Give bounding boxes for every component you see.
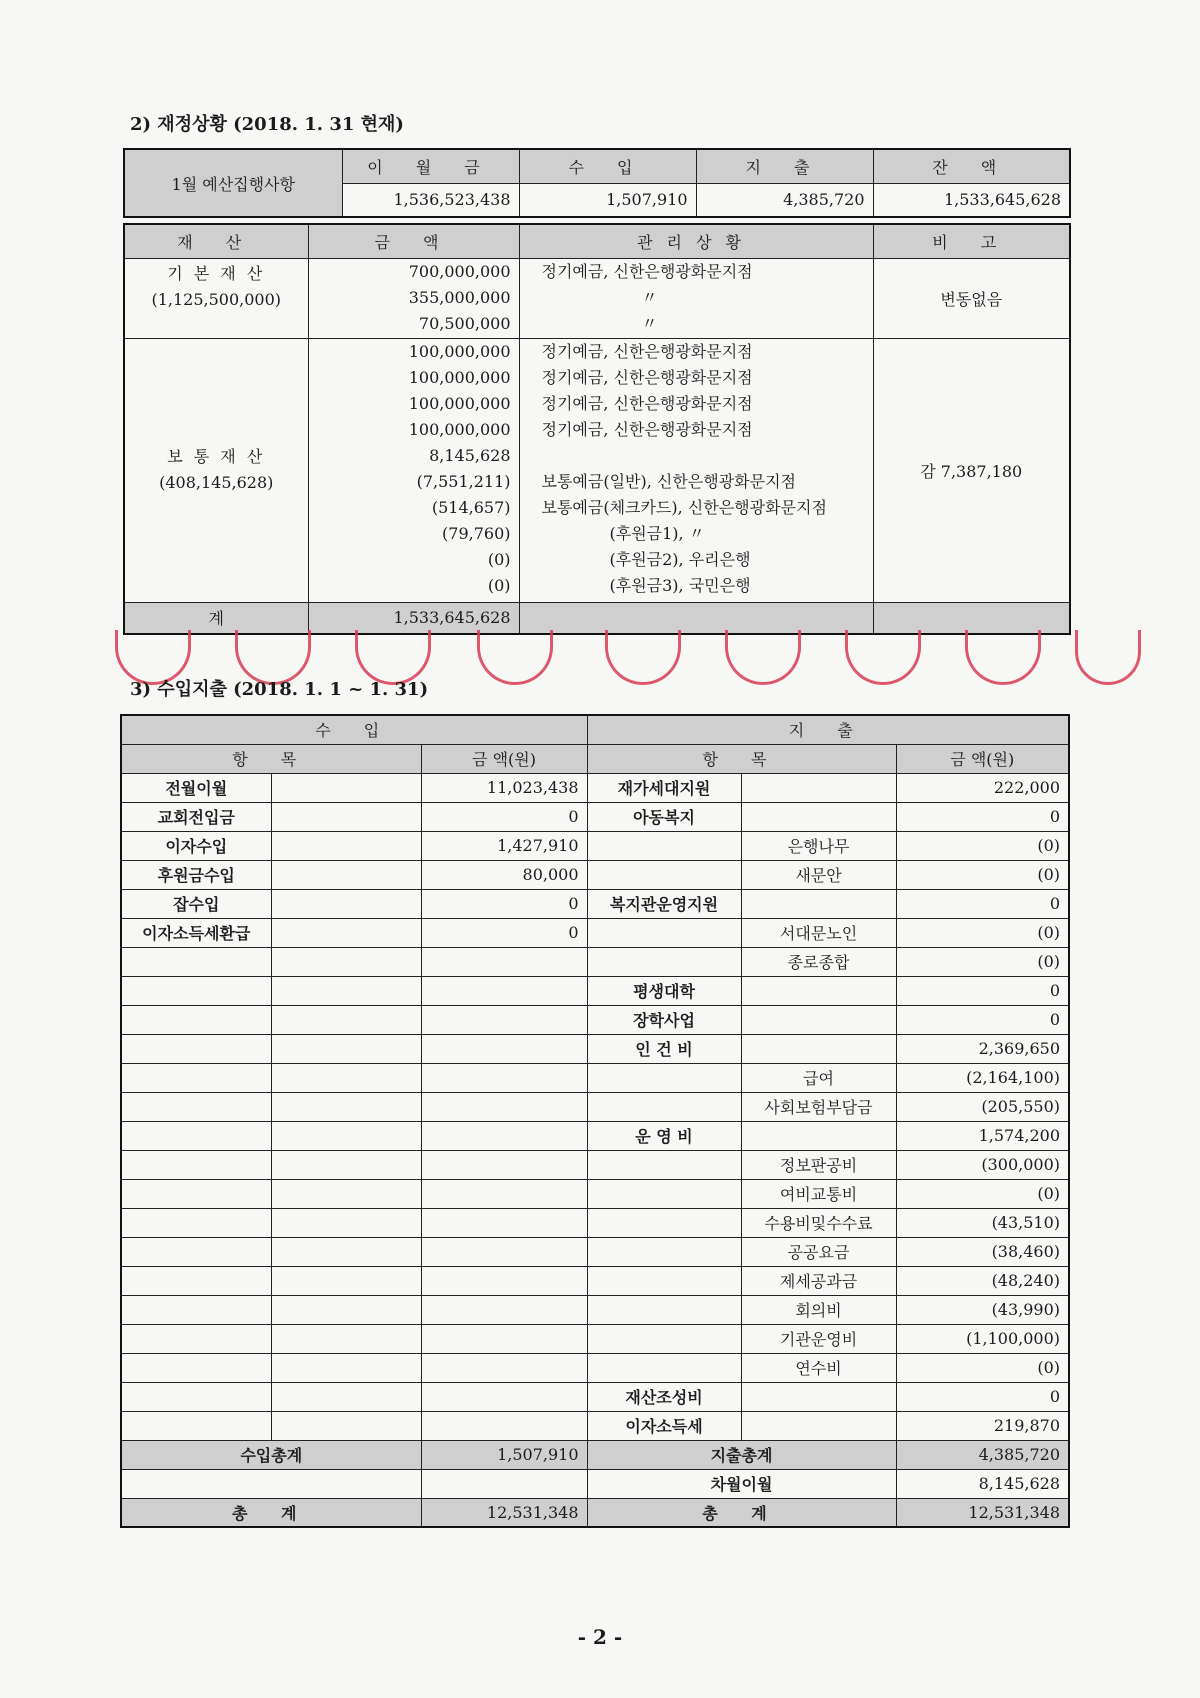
expense-subitem: 정보판공비 <box>741 1150 896 1179</box>
income-header: 수 입 <box>121 715 587 744</box>
mgmt-line: (후원금1), 〃 <box>609 523 705 543</box>
income-amount-header: 금 액(원) <box>421 744 587 773</box>
expense-subitem: 종로종합 <box>741 947 896 976</box>
table-row <box>121 976 1069 1005</box>
expense-item: 복지관운영지원 <box>587 889 741 918</box>
expense-item <box>587 1208 741 1237</box>
income-amount: 0 <box>421 802 587 831</box>
expense-amount: (0) <box>896 918 1069 947</box>
amount-line: 100,000,000 <box>408 341 511 361</box>
expense-item <box>587 831 741 860</box>
income-subitem <box>271 773 421 802</box>
expense-amount: (43,990) <box>896 1295 1069 1324</box>
income-subitem <box>271 1353 421 1382</box>
budget-header: 잔 액 <box>873 149 1070 183</box>
mgmt-line: 정기예금, 신한은행광화문지점 <box>541 419 753 439</box>
income-amount: 11,023,438 <box>421 773 587 802</box>
amount-line: (79,760) <box>442 523 511 543</box>
seal-stamp <box>725 630 801 685</box>
income-amount <box>421 1150 587 1179</box>
expense-item: 아동복지 <box>587 802 741 831</box>
income-subitem <box>271 802 421 831</box>
income-item <box>121 1353 271 1382</box>
expense-item <box>587 1092 741 1121</box>
expense-item: 운 영 비 <box>587 1121 741 1150</box>
income-item <box>121 1121 271 1150</box>
expense-item: 인 건 비 <box>587 1034 741 1063</box>
ordinary-asset-label: 보 통 재 산 <box>167 447 266 466</box>
basic-asset-amounts <box>308 258 519 338</box>
income-amount <box>421 1266 587 1295</box>
expense-item <box>587 1150 741 1179</box>
expense-amount: (0) <box>896 831 1069 860</box>
expense-amount-header: 금 액(원) <box>896 744 1069 773</box>
table-row <box>121 1237 1069 1266</box>
expense-item <box>587 1266 741 1295</box>
income-amount <box>421 1005 587 1034</box>
seal-stamp <box>1075 630 1141 685</box>
income-item: 교회전입금 <box>121 802 271 831</box>
income-subitem <box>271 1150 421 1179</box>
basic-asset-label: 기 본 재 산 <box>167 263 266 283</box>
carryover-value: 8,145,628 <box>896 1469 1069 1498</box>
expense-amount: (43,510) <box>896 1208 1069 1237</box>
amount-line: 70,500,000 <box>418 313 511 333</box>
amount-line: (0) <box>487 549 511 569</box>
mgmt-line: 보통예금(일반), 신한은행광화문지점 <box>541 471 796 491</box>
expense-item <box>587 1063 741 1092</box>
expense-amount: 1,574,200 <box>896 1121 1069 1150</box>
ordinary-asset-amounts <box>308 338 519 602</box>
income-item <box>121 1179 271 1208</box>
income-amount <box>421 947 587 976</box>
table-row <box>121 1092 1069 1121</box>
amount-line: 700,000,000 <box>408 261 511 281</box>
grand-total-label: 총 계 <box>121 1498 421 1527</box>
expense-subitem: 연수비 <box>741 1353 896 1382</box>
income-amount: 1,427,910 <box>421 831 587 860</box>
expense-item: 재가세대지원 <box>587 773 741 802</box>
table-row <box>121 1063 1069 1092</box>
expense-subitem: 제세공과금 <box>741 1266 896 1295</box>
income-subitem <box>271 1266 421 1295</box>
expense-subitem: 기관운영비 <box>741 1324 896 1353</box>
amount-line: 100,000,000 <box>408 393 511 413</box>
expense-item <box>587 1179 741 1208</box>
table-row <box>121 1208 1069 1237</box>
income-amount <box>421 1179 587 1208</box>
income-amount <box>421 1295 587 1324</box>
income-amount <box>421 1121 587 1150</box>
income-item <box>121 1208 271 1237</box>
income-item <box>121 1005 271 1034</box>
expense-subitem: 수용비및수수료 <box>741 1208 896 1237</box>
income-amount <box>421 976 587 1005</box>
asset-total-value: 1,533,645,628 <box>308 602 519 634</box>
asset-total-label: 계 <box>124 602 308 634</box>
table-row <box>121 889 1069 918</box>
income-subitem <box>271 918 421 947</box>
expense-subitem: 새문안 <box>741 860 896 889</box>
mgmt-line: (후원금2), 우리은행 <box>609 549 751 569</box>
table-row <box>121 918 1069 947</box>
grand-total-expense: 12,531,348 <box>896 1498 1069 1527</box>
expense-subitem <box>741 1034 896 1063</box>
mgmt-line: 정기예금, 신한은행광화문지점 <box>541 341 753 361</box>
asset-header: 재 산 <box>124 224 308 258</box>
income-item <box>121 1034 271 1063</box>
grand-total-income: 12,531,348 <box>421 1498 587 1527</box>
expense-subitem <box>741 773 896 802</box>
income-amount <box>421 1092 587 1121</box>
budget-row-label: 1월 예산집행사항 <box>124 149 342 217</box>
amount-line: 355,000,000 <box>408 287 511 307</box>
mgmt-line: 정기예금, 신한은행광화문지점 <box>541 367 753 387</box>
expense-amount: (0) <box>896 860 1069 889</box>
expense-subitem: 사회보험부담금 <box>741 1092 896 1121</box>
income-item-header: 항 목 <box>121 744 421 773</box>
seal-stamp <box>845 630 921 685</box>
income-subitem <box>271 976 421 1005</box>
expense-item: 장학사업 <box>587 1005 741 1034</box>
income-item <box>121 1237 271 1266</box>
table-row <box>121 1382 1069 1411</box>
amount-line: 100,000,000 <box>408 367 511 387</box>
expense-item-header: 항 목 <box>587 744 896 773</box>
carryover-empty <box>121 1469 421 1498</box>
expense-subitem <box>741 1121 896 1150</box>
income-subitem <box>271 947 421 976</box>
income-item <box>121 976 271 1005</box>
income-item <box>121 1266 271 1295</box>
income-subitem <box>271 1411 421 1440</box>
asset-header: 관리상황 <box>519 224 873 258</box>
ordinary-asset-mgmt <box>519 338 873 602</box>
table-row <box>121 1295 1069 1324</box>
expense-item <box>587 1324 741 1353</box>
expense-amount: 2,369,650 <box>896 1034 1069 1063</box>
expense-item: 이자소득세 <box>587 1411 741 1440</box>
income-subitem <box>271 1063 421 1092</box>
basic-asset-note: 변동없음 <box>873 258 1070 338</box>
income-subitem <box>271 1121 421 1150</box>
income-subitem <box>271 1092 421 1121</box>
income-item: 후원금수입 <box>121 860 271 889</box>
income-expense-body <box>121 773 1069 1440</box>
expense-amount: 0 <box>896 1382 1069 1411</box>
expense-amount: 222,000 <box>896 773 1069 802</box>
income-amount <box>421 1237 587 1266</box>
expense-amount: 0 <box>896 889 1069 918</box>
section2-title: 2) 재정상황 (2018. 1. 31 현재) <box>130 114 404 135</box>
table-row <box>121 1179 1069 1208</box>
mgmt-line: 보통예금(체크카드), 신한은행광화문지점 <box>541 497 827 517</box>
expense-subitem: 회의비 <box>741 1295 896 1324</box>
budget-table <box>123 148 1071 218</box>
amount-line: (514,657) <box>431 497 511 517</box>
income-subitem <box>271 831 421 860</box>
expense-header: 지 출 <box>587 715 1069 744</box>
budget-header: 이 월 금 <box>342 149 519 183</box>
budget-value: 1,533,645,628 <box>873 183 1070 217</box>
seal-stamp <box>477 630 553 685</box>
budget-value: 4,385,720 <box>696 183 873 217</box>
expense-amount: (300,000) <box>896 1150 1069 1179</box>
expense-total-label: 지출총계 <box>587 1440 896 1469</box>
expense-amount: (48,240) <box>896 1266 1069 1295</box>
income-amount <box>421 1208 587 1237</box>
budget-header: 수 입 <box>519 149 696 183</box>
expense-item: 평생대학 <box>587 976 741 1005</box>
page-number: - 2 - <box>577 1625 623 1649</box>
income-subitem <box>271 1208 421 1237</box>
income-item <box>121 1092 271 1121</box>
expense-subitem <box>741 889 896 918</box>
expense-amount: 219,870 <box>896 1411 1069 1440</box>
expense-item <box>587 947 741 976</box>
income-subitem <box>271 1237 421 1266</box>
table-row <box>121 1324 1069 1353</box>
budget-value: 1,536,523,438 <box>342 183 519 217</box>
income-subitem <box>271 1034 421 1063</box>
expense-subitem: 공공요금 <box>741 1237 896 1266</box>
table-row <box>121 1150 1069 1179</box>
table-row <box>121 773 1069 802</box>
income-subitem <box>271 1005 421 1034</box>
expense-subitem <box>741 1005 896 1034</box>
income-amount: 0 <box>421 889 587 918</box>
ordinary-asset-note: 감 7,387,180 <box>873 338 1070 602</box>
income-amount <box>421 1034 587 1063</box>
seal-stamp <box>605 630 681 685</box>
table-row <box>121 1121 1069 1150</box>
ordinary-asset-total: (408,145,628) <box>159 473 274 492</box>
expense-item <box>587 1295 741 1324</box>
expense-total-value: 4,385,720 <box>896 1440 1069 1469</box>
amount-line: 100,000,000 <box>408 419 511 439</box>
income-item <box>121 1324 271 1353</box>
basic-asset-total: (1,125,500,000) <box>151 289 282 309</box>
expense-subitem: 여비교통비 <box>741 1179 896 1208</box>
amount-line: 8,145,628 <box>429 445 511 465</box>
income-amount <box>421 1353 587 1382</box>
income-amount <box>421 1063 587 1092</box>
expense-item: 재산조성비 <box>587 1382 741 1411</box>
table-row <box>121 860 1069 889</box>
income-amount <box>421 1324 587 1353</box>
income-item <box>121 1411 271 1440</box>
expense-item <box>587 1237 741 1266</box>
table-row <box>121 1034 1069 1063</box>
mgmt-line: 정기예금, 신한은행광화문지점 <box>541 393 753 413</box>
expense-item <box>587 1353 741 1382</box>
income-item <box>121 947 271 976</box>
mgmt-line: 〃 <box>641 287 658 307</box>
income-item: 이자수입 <box>121 831 271 860</box>
income-total-value: 1,507,910 <box>421 1440 587 1469</box>
section3-title: 3) 수입지출 (2018. 1. 1 ~ 1. 31) <box>130 679 429 700</box>
grand-total-label: 총 계 <box>587 1498 896 1527</box>
ordinary-asset-cell <box>124 338 308 602</box>
income-subitem <box>271 1324 421 1353</box>
table-row <box>121 1005 1069 1034</box>
income-subitem <box>271 889 421 918</box>
income-subitem <box>271 860 421 889</box>
income-item <box>121 1382 271 1411</box>
expense-amount: (205,550) <box>896 1092 1069 1121</box>
table-row <box>121 1353 1069 1382</box>
expense-amount: 0 <box>896 802 1069 831</box>
mgmt-line: 〃 <box>641 313 658 333</box>
mgmt-line: 정기예금, 신한은행광화문지점 <box>541 261 753 281</box>
budget-header: 지 출 <box>696 149 873 183</box>
expense-subitem: 은행나무 <box>741 831 896 860</box>
seal-stamp <box>965 630 1041 685</box>
mgmt-line <box>542 443 865 469</box>
income-item: 잡수입 <box>121 889 271 918</box>
income-item: 이자소득세환급 <box>121 918 271 947</box>
expense-subitem: 급여 <box>741 1063 896 1092</box>
basic-asset-cell <box>124 258 308 338</box>
income-subitem <box>271 1295 421 1324</box>
asset-header: 금 액 <box>308 224 519 258</box>
expense-subitem <box>741 1411 896 1440</box>
income-item <box>121 1150 271 1179</box>
expense-amount: (0) <box>896 947 1069 976</box>
expense-subitem: 서대문노인 <box>741 918 896 947</box>
income-item: 전월이월 <box>121 773 271 802</box>
income-amount: 0 <box>421 918 587 947</box>
expense-amount: (0) <box>896 1353 1069 1382</box>
income-subitem <box>271 1179 421 1208</box>
expense-amount: 0 <box>896 1005 1069 1034</box>
income-amount <box>421 1382 587 1411</box>
table-row <box>121 831 1069 860</box>
amount-line: (7,551,211) <box>416 471 511 491</box>
table-row <box>121 1411 1069 1440</box>
income-item <box>121 1063 271 1092</box>
expense-amount: 0 <box>896 976 1069 1005</box>
income-expense-table <box>120 714 1070 1528</box>
table-row <box>121 802 1069 831</box>
expense-subitem <box>741 976 896 1005</box>
expense-item <box>587 918 741 947</box>
budget-value: 1,507,910 <box>519 183 696 217</box>
amount-line: (0) <box>487 575 511 595</box>
asset-header: 비 고 <box>873 224 1070 258</box>
expense-amount: (38,460) <box>896 1237 1069 1266</box>
expense-subitem <box>741 1382 896 1411</box>
asset-table <box>123 223 1071 635</box>
expense-subitem <box>741 802 896 831</box>
expense-amount: (0) <box>896 1179 1069 1208</box>
table-row <box>121 1266 1069 1295</box>
income-amount: 80,000 <box>421 860 587 889</box>
income-item <box>121 1295 271 1324</box>
expense-amount: (2,164,100) <box>896 1063 1069 1092</box>
carryover-label: 차월이월 <box>587 1469 896 1498</box>
mgmt-line: (후원금3), 국민은행 <box>609 575 751 595</box>
income-amount <box>421 1411 587 1440</box>
basic-asset-mgmt <box>519 258 873 338</box>
carryover-empty <box>421 1469 587 1498</box>
expense-item <box>587 860 741 889</box>
income-subitem <box>271 1382 421 1411</box>
income-total-label: 수입총계 <box>121 1440 421 1469</box>
table-row <box>121 947 1069 976</box>
expense-amount: (1,100,000) <box>896 1324 1069 1353</box>
